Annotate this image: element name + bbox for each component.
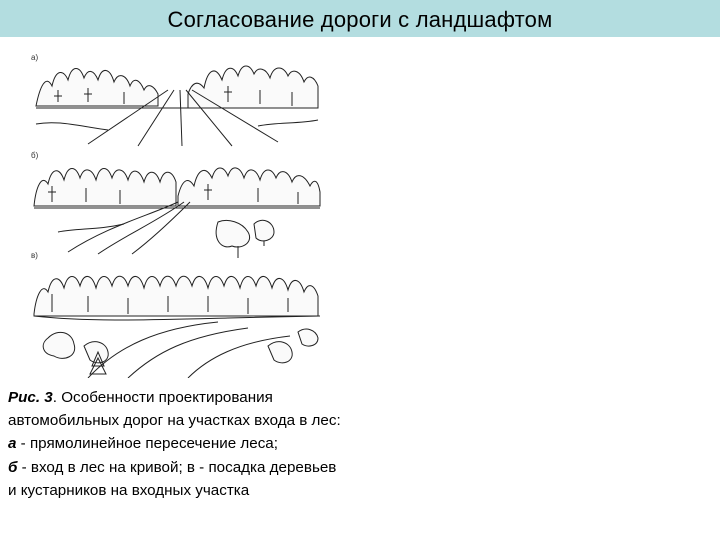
panel-a (31, 53, 318, 146)
panel-b-label: б) (31, 151, 39, 160)
caption-line-3 (8, 432, 428, 455)
figure-caption (8, 386, 428, 502)
caption-text-a: - прямолинейное пересечение леса; (16, 435, 278, 453)
road-landscape-figure (28, 46, 324, 378)
caption-text-b: - вход в лес на кривой; в - посадка деревьев (17, 458, 337, 476)
figure-reference: Рис. 3 (8, 389, 53, 406)
panel-a-label: а) (31, 53, 39, 62)
caption-title-text: . Особенности проектирования (52, 389, 273, 406)
caption-line-1 (8, 386, 428, 409)
caption-line-4 (8, 456, 428, 479)
caption-label-a: а (8, 435, 17, 453)
caption-line-2: автомобильных дорог на участках входа в лес: (8, 412, 341, 430)
caption-label-b: б (8, 458, 18, 476)
slide-title: Согласование дороги с ландшафтом (167, 7, 553, 32)
panel-b (31, 151, 320, 258)
panel-c-label: в) (31, 251, 38, 260)
caption-line-5: и кустарников на входных участка (8, 481, 250, 499)
panel-c (31, 251, 320, 378)
